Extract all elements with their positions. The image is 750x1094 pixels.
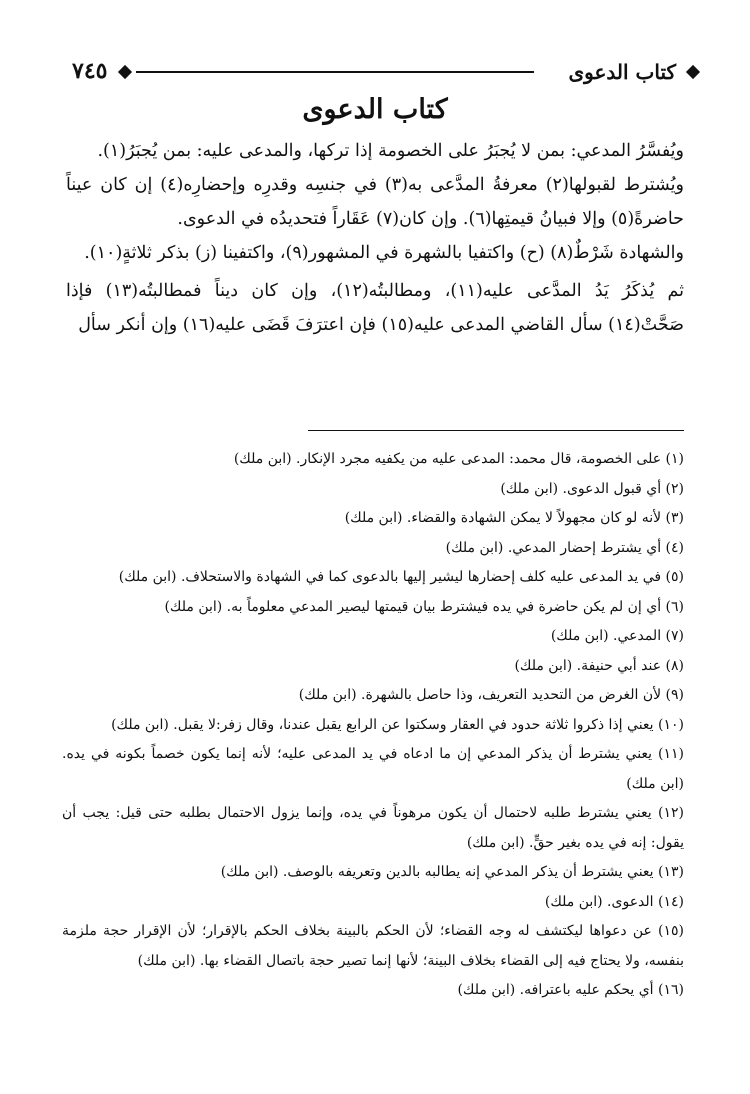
footnote: (١٥) عن دعواها ليكتشف له وجه القضاء؛ لأن الحكم بالبينة بخلاف الحكم بالإقرار؛ لأن الإقرار حجة ملزمة بنفسه، ولا يحتاج فيه إلى القضاء بخلاف البينة؛ لأنها إنما تصير حجة باتصال القضاء بها. (ابن ملك) (62, 923, 684, 969)
main-paragraph: ويُفسَّرُ المدعي: بمن لا يُجبَرُ على الخصومة إذا تركها، والمدعى عليه: بمن يُجبَرُ(١). (97, 141, 684, 161)
diamond-ornament-icon (118, 65, 132, 79)
footnote-separator (308, 430, 684, 431)
footnote: (٩) لأن الغرض من التحديد التعريف، وذا حاصل بالشهرة. (ابن ملك) (298, 687, 684, 703)
footnote: (١) على الخصومة، قال محمد: المدعى عليه من يكفيه مجرد الإنكار. (ابن ملك) (233, 451, 684, 467)
main-paragraph: ويُشترط لقبولها(٢) معرفةُ المدَّعى به(٣) في جنسِه وقدرِه وإحضارِه(٤) إن كان عيناً حاضرةً(٥) وإلا فبيانُ قيمتِها(٦). وإن كان(٧) عَقَاراً فتحديدُه في الدعوى. (66, 175, 684, 229)
footnote: (٨) عند أبي حنيفة. (ابن ملك) (514, 657, 684, 674)
main-text (66, 134, 684, 342)
footnote: (١٢) يعني يشترط طلبه لاحتمال أن يكون مرهوناً في يده، وإنما يزول الاحتمال بطلبه حتى قيل: يجب أن يقول: إنه في يده بغير حقٍّ. (ابن ملك) (62, 805, 684, 851)
main-paragraph: والشهادة شَرْطٌ(٨) (ح) واكتفيا بالشهرة في المشهور(٩)، واكتفينا (ز) بذكر ثلاثةٍ(١٠). (84, 243, 684, 263)
footnote: (٧) المدعي. (ابن ملك) (550, 628, 684, 644)
footnote: (١٤) الدعوى. (ابن ملك) (544, 893, 684, 910)
running-title: كتاب الدعوى (568, 60, 676, 84)
footnote: (١٠) يعني إذا ذكروا ثلاثة حدود في العقار وسكتوا عن الرابع يقبل عندنا، وقال زفر:لا يقبل. (ابن ملك) (111, 716, 684, 733)
footnote: (٤) أي يشترط إحضار المدعي. (ابن ملك) (445, 539, 684, 556)
main-paragraph: ثم يُذكَرُ يَدُ المدَّعى عليه(١١)، ومطالبتُه(١٢)، وإن كان ديناً فمطالبتُه(١٣) فإذا صَحَّتْ(١٤) سأل القاضي المدعى عليه(١٥) فإن اعترَفَ قَضَى عليه(١٦) وإن أنكر سأل (66, 281, 684, 335)
diamond-ornament-icon (686, 65, 700, 79)
footnotes (62, 445, 684, 1006)
footnote: (٥) في يد المدعى عليه كلف إحضارها ليشير إليها بالدعوى كما في الشهادة والاستحلاف. (ابن ملك) (118, 569, 684, 585)
chapter-title: كتاب الدعوى (302, 94, 448, 125)
footnote: (٢) أي قبول الدعوى. (ابن ملك) (500, 480, 684, 497)
footnote: (١٣) يعني يشترط أن يذكر المدعي إنه يطالبه بالدين وتعريفه بالوصف. (ابن ملك) (220, 864, 684, 880)
page-number: ٧٤٥ (72, 58, 108, 84)
header-rule (136, 71, 534, 73)
footnote: (١٦) أي يحكم عليه باعترافه. (ابن ملك) (457, 982, 684, 998)
footnote: (٣) لأنه لو كان مجهولاً لا يمكن الشهادة والقضاء. (ابن ملك) (344, 510, 684, 526)
running-header (62, 52, 706, 92)
footnote: (٦) أي إن لم يكن حاضرة في يده فيشترط بيان قيمتها ليصير المدعي معلوماً به. (ابن ملك) (164, 598, 684, 615)
footnote: (١١) يعني يشترط أن يذكر المدعي إن ما ادعاه في يد المدعى عليه؛ لأنه إنما يكون خصماً بكونه في يده. (ابن ملك) (62, 746, 684, 792)
